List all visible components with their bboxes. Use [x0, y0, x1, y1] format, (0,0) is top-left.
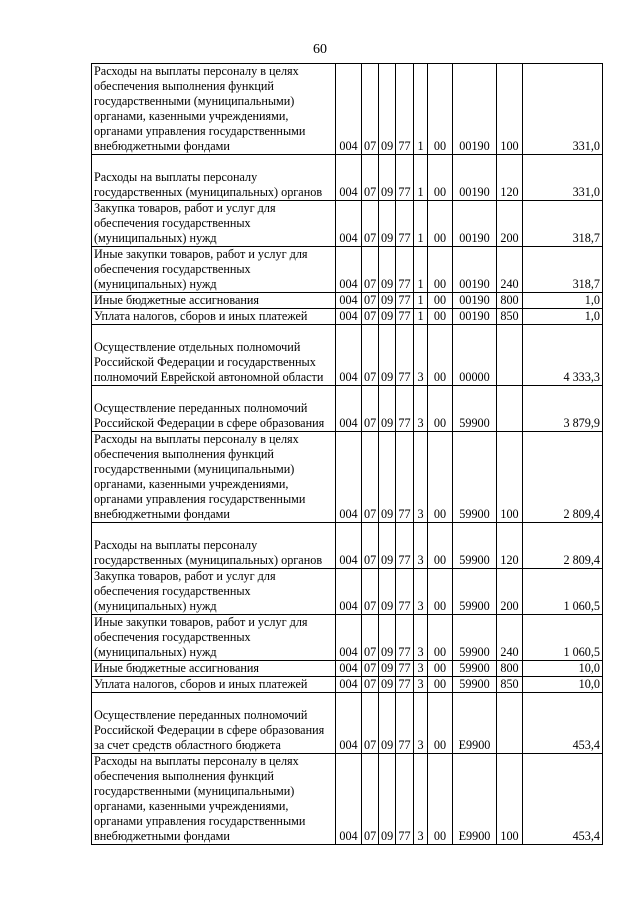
subsection-code: 09	[379, 754, 396, 845]
direction-code: 00	[428, 155, 453, 201]
program-code: 77	[396, 693, 414, 754]
program-code: 77	[396, 247, 414, 293]
amount: 453,4	[523, 754, 603, 845]
ministry-code: 004	[336, 309, 362, 325]
table-row	[92, 325, 603, 386]
section-code: 07	[362, 293, 379, 309]
subsection-code: 09	[379, 432, 396, 523]
expense-type-code: 850	[497, 677, 523, 693]
expense-code: 59900	[453, 432, 497, 523]
table-row	[92, 677, 603, 693]
program-code: 77	[396, 677, 414, 693]
expense-code: 59900	[453, 523, 497, 569]
direction-code: 00	[428, 754, 453, 845]
direction-code: 00	[428, 569, 453, 615]
expense-type-code: 120	[497, 155, 523, 201]
program-code: 77	[396, 386, 414, 432]
section-code: 07	[362, 615, 379, 661]
program-code: 77	[396, 309, 414, 325]
subsection-code: 09	[379, 569, 396, 615]
expense-type-code: 100	[497, 64, 523, 155]
table-row	[92, 309, 603, 325]
amount: 1 060,5	[523, 569, 603, 615]
ministry-code: 004	[336, 247, 362, 293]
expense-type-code: 120	[497, 523, 523, 569]
subprogram-code: 1	[414, 247, 428, 293]
table-row	[92, 432, 603, 523]
direction-code: 00	[428, 386, 453, 432]
expense-code: E9900	[453, 693, 497, 754]
direction-code: 00	[428, 64, 453, 155]
program-code: 77	[396, 201, 414, 247]
subsection-code: 09	[379, 661, 396, 677]
subprogram-code: 3	[414, 386, 428, 432]
subprogram-code: 3	[414, 615, 428, 661]
program-code: 77	[396, 661, 414, 677]
expense-type-code: 240	[497, 247, 523, 293]
row-description: Расходы на выплаты персоналу в целях обеспечения выполнения функций государственными (муниципальными) органами, казенными учреждениями, органами управления государственными внебюджетными фондами	[92, 754, 336, 845]
row-description: Уплата налогов, сборов и иных платежей	[92, 309, 336, 325]
amount: 318,7	[523, 247, 603, 293]
amount: 453,4	[523, 693, 603, 754]
ministry-code: 004	[336, 293, 362, 309]
direction-code: 00	[428, 201, 453, 247]
expense-type-code	[497, 325, 523, 386]
table-row	[92, 754, 603, 845]
table-row	[92, 386, 603, 432]
subsection-code: 09	[379, 523, 396, 569]
program-code: 77	[396, 432, 414, 523]
expense-code: 00190	[453, 64, 497, 155]
direction-code: 00	[428, 677, 453, 693]
table-row	[92, 569, 603, 615]
expense-type-code: 800	[497, 661, 523, 677]
row-description: Осуществление переданных полномочий Российской Федерации в сфере образования за счет средств областного бюджета	[92, 693, 336, 754]
table-row	[92, 293, 603, 309]
expense-code: 59900	[453, 615, 497, 661]
ministry-code: 004	[336, 201, 362, 247]
subsection-code: 09	[379, 293, 396, 309]
subsection-code: 09	[379, 155, 396, 201]
program-code: 77	[396, 325, 414, 386]
section-code: 07	[362, 201, 379, 247]
row-description: Закупка товаров, работ и услуг для обеспечения государственных (муниципальных) нужд	[92, 569, 336, 615]
direction-code: 00	[428, 661, 453, 677]
expense-code: E9900	[453, 754, 497, 845]
section-code: 07	[362, 325, 379, 386]
expense-code: 00000	[453, 325, 497, 386]
subsection-code: 09	[379, 693, 396, 754]
subprogram-code: 1	[414, 293, 428, 309]
expense-code: 59900	[453, 661, 497, 677]
row-description: Иные закупки товаров, работ и услуг для обеспечения государственных (муниципальных) нужд	[92, 615, 336, 661]
program-code: 77	[396, 615, 414, 661]
row-description: Закупка товаров, работ и услуг для обеспечения государственных (муниципальных) нужд	[92, 201, 336, 247]
subsection-code: 09	[379, 64, 396, 155]
row-description: Осуществление переданных полномочий Российской Федерации в сфере образования	[92, 386, 336, 432]
section-code: 07	[362, 155, 379, 201]
program-code: 77	[396, 155, 414, 201]
expense-type-code: 200	[497, 569, 523, 615]
ministry-code: 004	[336, 661, 362, 677]
ministry-code: 004	[336, 615, 362, 661]
section-code: 07	[362, 661, 379, 677]
row-description: Расходы на выплаты персоналу государственных (муниципальных) органов	[92, 523, 336, 569]
ministry-code: 004	[336, 693, 362, 754]
expense-code: 00190	[453, 155, 497, 201]
subprogram-code: 3	[414, 677, 428, 693]
direction-code: 00	[428, 432, 453, 523]
amount: 331,0	[523, 64, 603, 155]
expense-type-code: 800	[497, 293, 523, 309]
subsection-code: 09	[379, 309, 396, 325]
ministry-code: 004	[336, 386, 362, 432]
ministry-code: 004	[336, 754, 362, 845]
section-code: 07	[362, 64, 379, 155]
subprogram-code: 3	[414, 569, 428, 615]
subsection-code: 09	[379, 247, 396, 293]
amount: 1,0	[523, 309, 603, 325]
page-number: 60	[313, 42, 327, 57]
expense-code: 00190	[453, 201, 497, 247]
expense-code: 00190	[453, 293, 497, 309]
subprogram-code: 3	[414, 754, 428, 845]
subsection-code: 09	[379, 201, 396, 247]
amount: 1 060,5	[523, 615, 603, 661]
row-description: Расходы на выплаты персоналу государственных (муниципальных) органов	[92, 155, 336, 201]
table-row	[92, 661, 603, 677]
row-description: Расходы на выплаты персоналу в целях обеспечения выполнения функций государственными (муниципальными) органами, казенными учреждениями, органами управления государственными внебюджетными фондами	[92, 64, 336, 155]
subsection-code: 09	[379, 386, 396, 432]
table-row	[92, 247, 603, 293]
subsection-code: 09	[379, 325, 396, 386]
section-code: 07	[362, 677, 379, 693]
subprogram-code: 1	[414, 64, 428, 155]
ministry-code: 004	[336, 325, 362, 386]
ministry-code: 004	[336, 155, 362, 201]
ministry-code: 004	[336, 523, 362, 569]
table-row	[92, 615, 603, 661]
direction-code: 00	[428, 309, 453, 325]
section-code: 07	[362, 432, 379, 523]
subprogram-code: 3	[414, 523, 428, 569]
amount: 10,0	[523, 661, 603, 677]
expense-code: 59900	[453, 386, 497, 432]
ministry-code: 004	[336, 432, 362, 523]
expense-type-code	[497, 693, 523, 754]
subprogram-code: 3	[414, 693, 428, 754]
subprogram-code: 3	[414, 661, 428, 677]
expense-type-code: 240	[497, 615, 523, 661]
program-code: 77	[396, 569, 414, 615]
amount: 3 879,9	[523, 386, 603, 432]
row-description: Иные бюджетные ассигнования	[92, 293, 336, 309]
subprogram-code: 3	[414, 325, 428, 386]
table-row	[92, 693, 603, 754]
subprogram-code: 1	[414, 309, 428, 325]
row-description: Уплата налогов, сборов и иных платежей	[92, 677, 336, 693]
ministry-code: 004	[336, 677, 362, 693]
amount: 10,0	[523, 677, 603, 693]
row-description: Осуществление отдельных полномочий Российской Федерации и государственных полномочий Еврейской автономной области	[92, 325, 336, 386]
row-description: Иные закупки товаров, работ и услуг для обеспечения государственных (муниципальных) нужд	[92, 247, 336, 293]
subsection-code: 09	[379, 677, 396, 693]
table-row	[92, 64, 603, 155]
program-code: 77	[396, 523, 414, 569]
section-code: 07	[362, 754, 379, 845]
amount: 2 809,4	[523, 432, 603, 523]
expense-code: 59900	[453, 569, 497, 615]
table-row	[92, 523, 603, 569]
program-code: 77	[396, 754, 414, 845]
amount: 331,0	[523, 155, 603, 201]
expense-code: 00190	[453, 309, 497, 325]
direction-code: 00	[428, 693, 453, 754]
direction-code: 00	[428, 293, 453, 309]
program-code: 77	[396, 293, 414, 309]
direction-code: 00	[428, 615, 453, 661]
amount: 2 809,4	[523, 523, 603, 569]
row-description: Иные бюджетные ассигнования	[92, 661, 336, 677]
amount: 318,7	[523, 201, 603, 247]
section-code: 07	[362, 523, 379, 569]
subprogram-code: 3	[414, 432, 428, 523]
program-code: 77	[396, 64, 414, 155]
section-code: 07	[362, 247, 379, 293]
expense-type-code: 100	[497, 432, 523, 523]
subprogram-code: 1	[414, 155, 428, 201]
table-row	[92, 155, 603, 201]
budget-table	[91, 63, 603, 845]
ministry-code: 004	[336, 569, 362, 615]
expense-type-code	[497, 386, 523, 432]
direction-code: 00	[428, 247, 453, 293]
section-code: 07	[362, 693, 379, 754]
subsection-code: 09	[379, 615, 396, 661]
section-code: 07	[362, 309, 379, 325]
expense-type-code: 850	[497, 309, 523, 325]
row-description: Расходы на выплаты персоналу в целях обеспечения выполнения функций государственными (муниципальными) органами, казенными учреждениями, органами управления государственными внебюджетными фондами	[92, 432, 336, 523]
direction-code: 00	[428, 523, 453, 569]
amount: 1,0	[523, 293, 603, 309]
expense-type-code: 200	[497, 201, 523, 247]
table-row	[92, 201, 603, 247]
ministry-code: 004	[336, 64, 362, 155]
amount: 4 333,3	[523, 325, 603, 386]
expense-code: 59900	[453, 677, 497, 693]
direction-code: 00	[428, 325, 453, 386]
expense-code: 00190	[453, 247, 497, 293]
section-code: 07	[362, 386, 379, 432]
expense-type-code: 100	[497, 754, 523, 845]
subprogram-code: 1	[414, 201, 428, 247]
section-code: 07	[362, 569, 379, 615]
